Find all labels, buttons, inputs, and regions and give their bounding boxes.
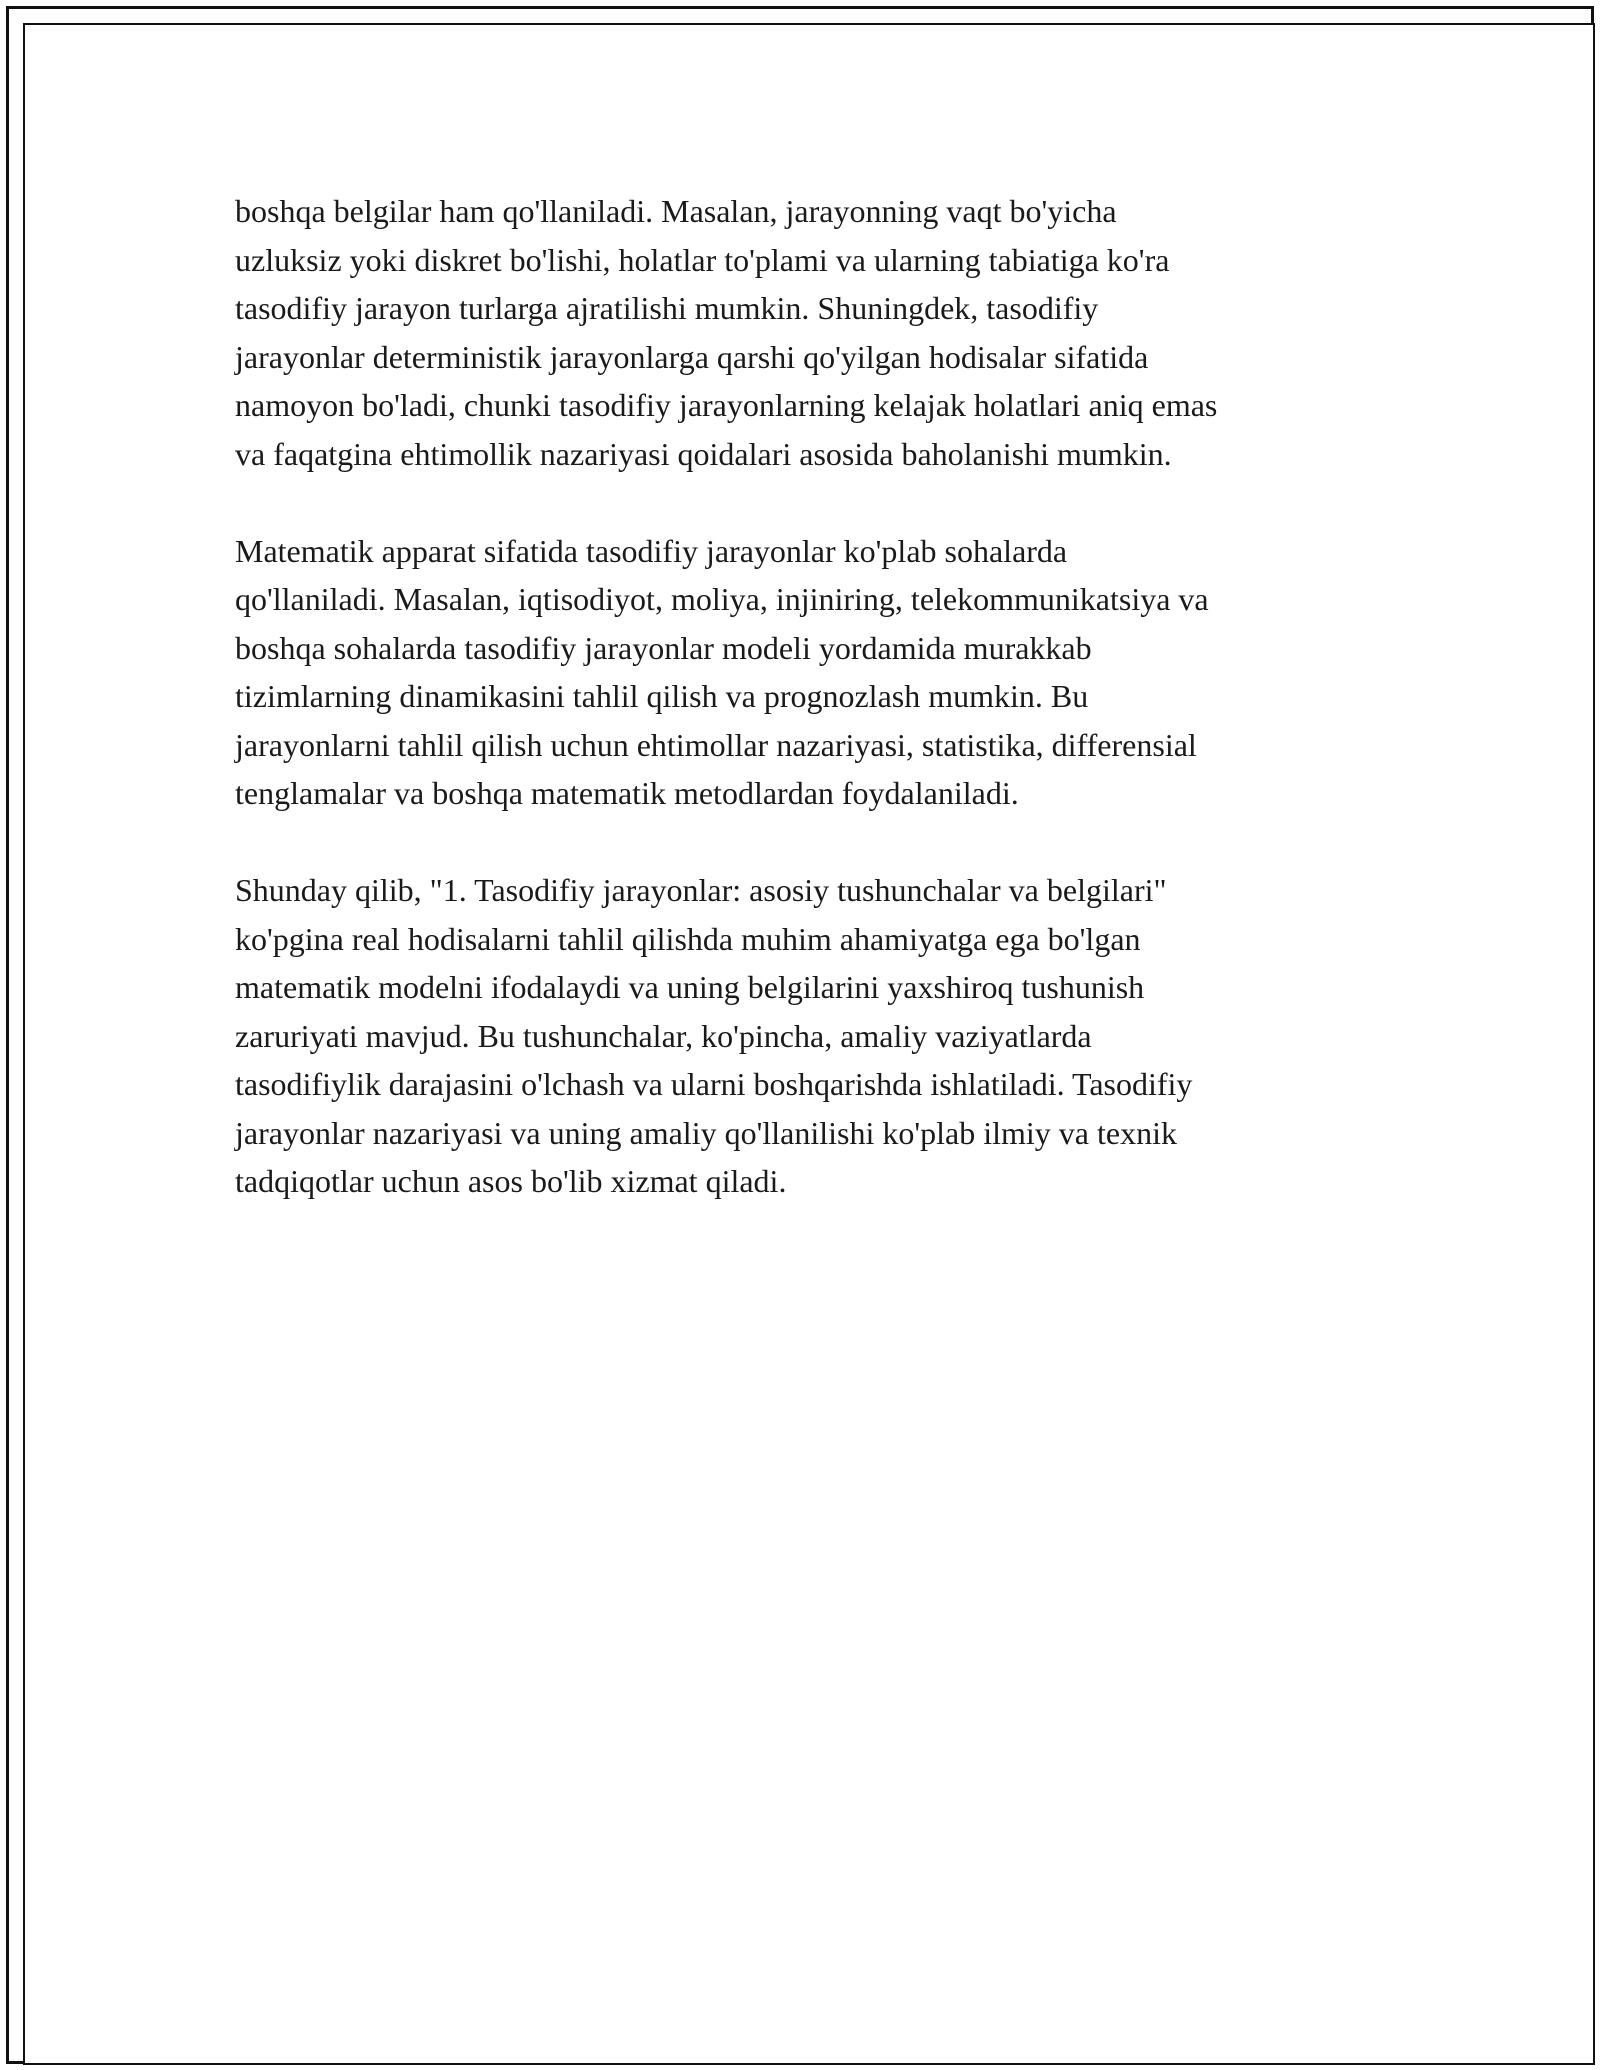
text-line: namoyon bo'ladi, chunki tasodifiy jarayonlarning kelajak holatlari aniq emas: [235, 387, 1218, 423]
text-line: boshqa belgilar ham qo'llaniladi. Masalan, jarayonning vaqt bo'yicha: [235, 193, 1117, 229]
text-line: qo'llaniladi. Masalan, iqtisodiyot, moliya, injiniring, telekommunikatsiya va: [235, 581, 1209, 617]
text-line: tasodifiylik darajasini o'lchash va ularni boshqarishda ishlatiladi. Tasodifiy: [235, 1066, 1193, 1102]
text-line: jarayonlarni tahlil qilish uchun ehtimollar nazariyasi, statistika, differensial: [235, 726, 1197, 763]
text-line: va faqatgina ehtimollik nazariyasi qoidalari asosida baholanishi mumkin.: [235, 435, 1172, 472]
document-body: [235, 187, 1375, 1254]
text-line: uzluksiz yoki diskret bo'lishi, holatlar to'plami va ularning tabiatiga ko'ra: [235, 241, 1170, 278]
text-line: ko'pgina real hodisalarni tahlil qilishda muhim ahamiyatga ega bo'lgan: [235, 920, 1141, 957]
text-line: tizimlarning dinamikasini tahlil qilish va prognozlash mumkin. Bu: [235, 678, 1089, 714]
paragraph-3: [235, 866, 1375, 1206]
text-line: Shunday qilib, "1. Tasodifiy jarayonlar: asosiy tushunchalar va belgilari": [235, 872, 1167, 908]
text-line: Matematik apparat sifatida tasodifiy jarayonlar ko'plab sohalarda: [235, 532, 1068, 569]
text-line: tenglamalar va boshqa matematik metodlardan foydalaniladi.: [235, 775, 1019, 811]
text-line: boshqa sohalarda tasodifiy jarayonlar modeli yordamida murakkab: [235, 629, 1092, 666]
text-line: matematik modelni ifodalaydi va uning belgilarini yaxshiroq tushunish: [235, 969, 1145, 1005]
text-line: jarayonlar nazariyasi va uning amaliy qo'llanilishi ko'plab ilmiy va texnik: [235, 1114, 1177, 1151]
text-line: jarayonlar deterministik jarayonlarga qarshi qo'yilgan hodisalar sifatida: [235, 338, 1149, 375]
paragraph-2: [235, 527, 1375, 818]
text-line: zaruriyati mavjud. Bu tushunchalar, ko'pincha, amaliy vaziyatlarda: [235, 1017, 1092, 1054]
text-line: tadqiqotlar uchun asos bo'lib xizmat qiladi.: [235, 1163, 787, 1199]
paragraph-1: [235, 187, 1375, 478]
text-line: tasodifiy jarayon turlarga ajratilishi mumkin. Shuningdek, tasodifiy: [235, 290, 1099, 326]
